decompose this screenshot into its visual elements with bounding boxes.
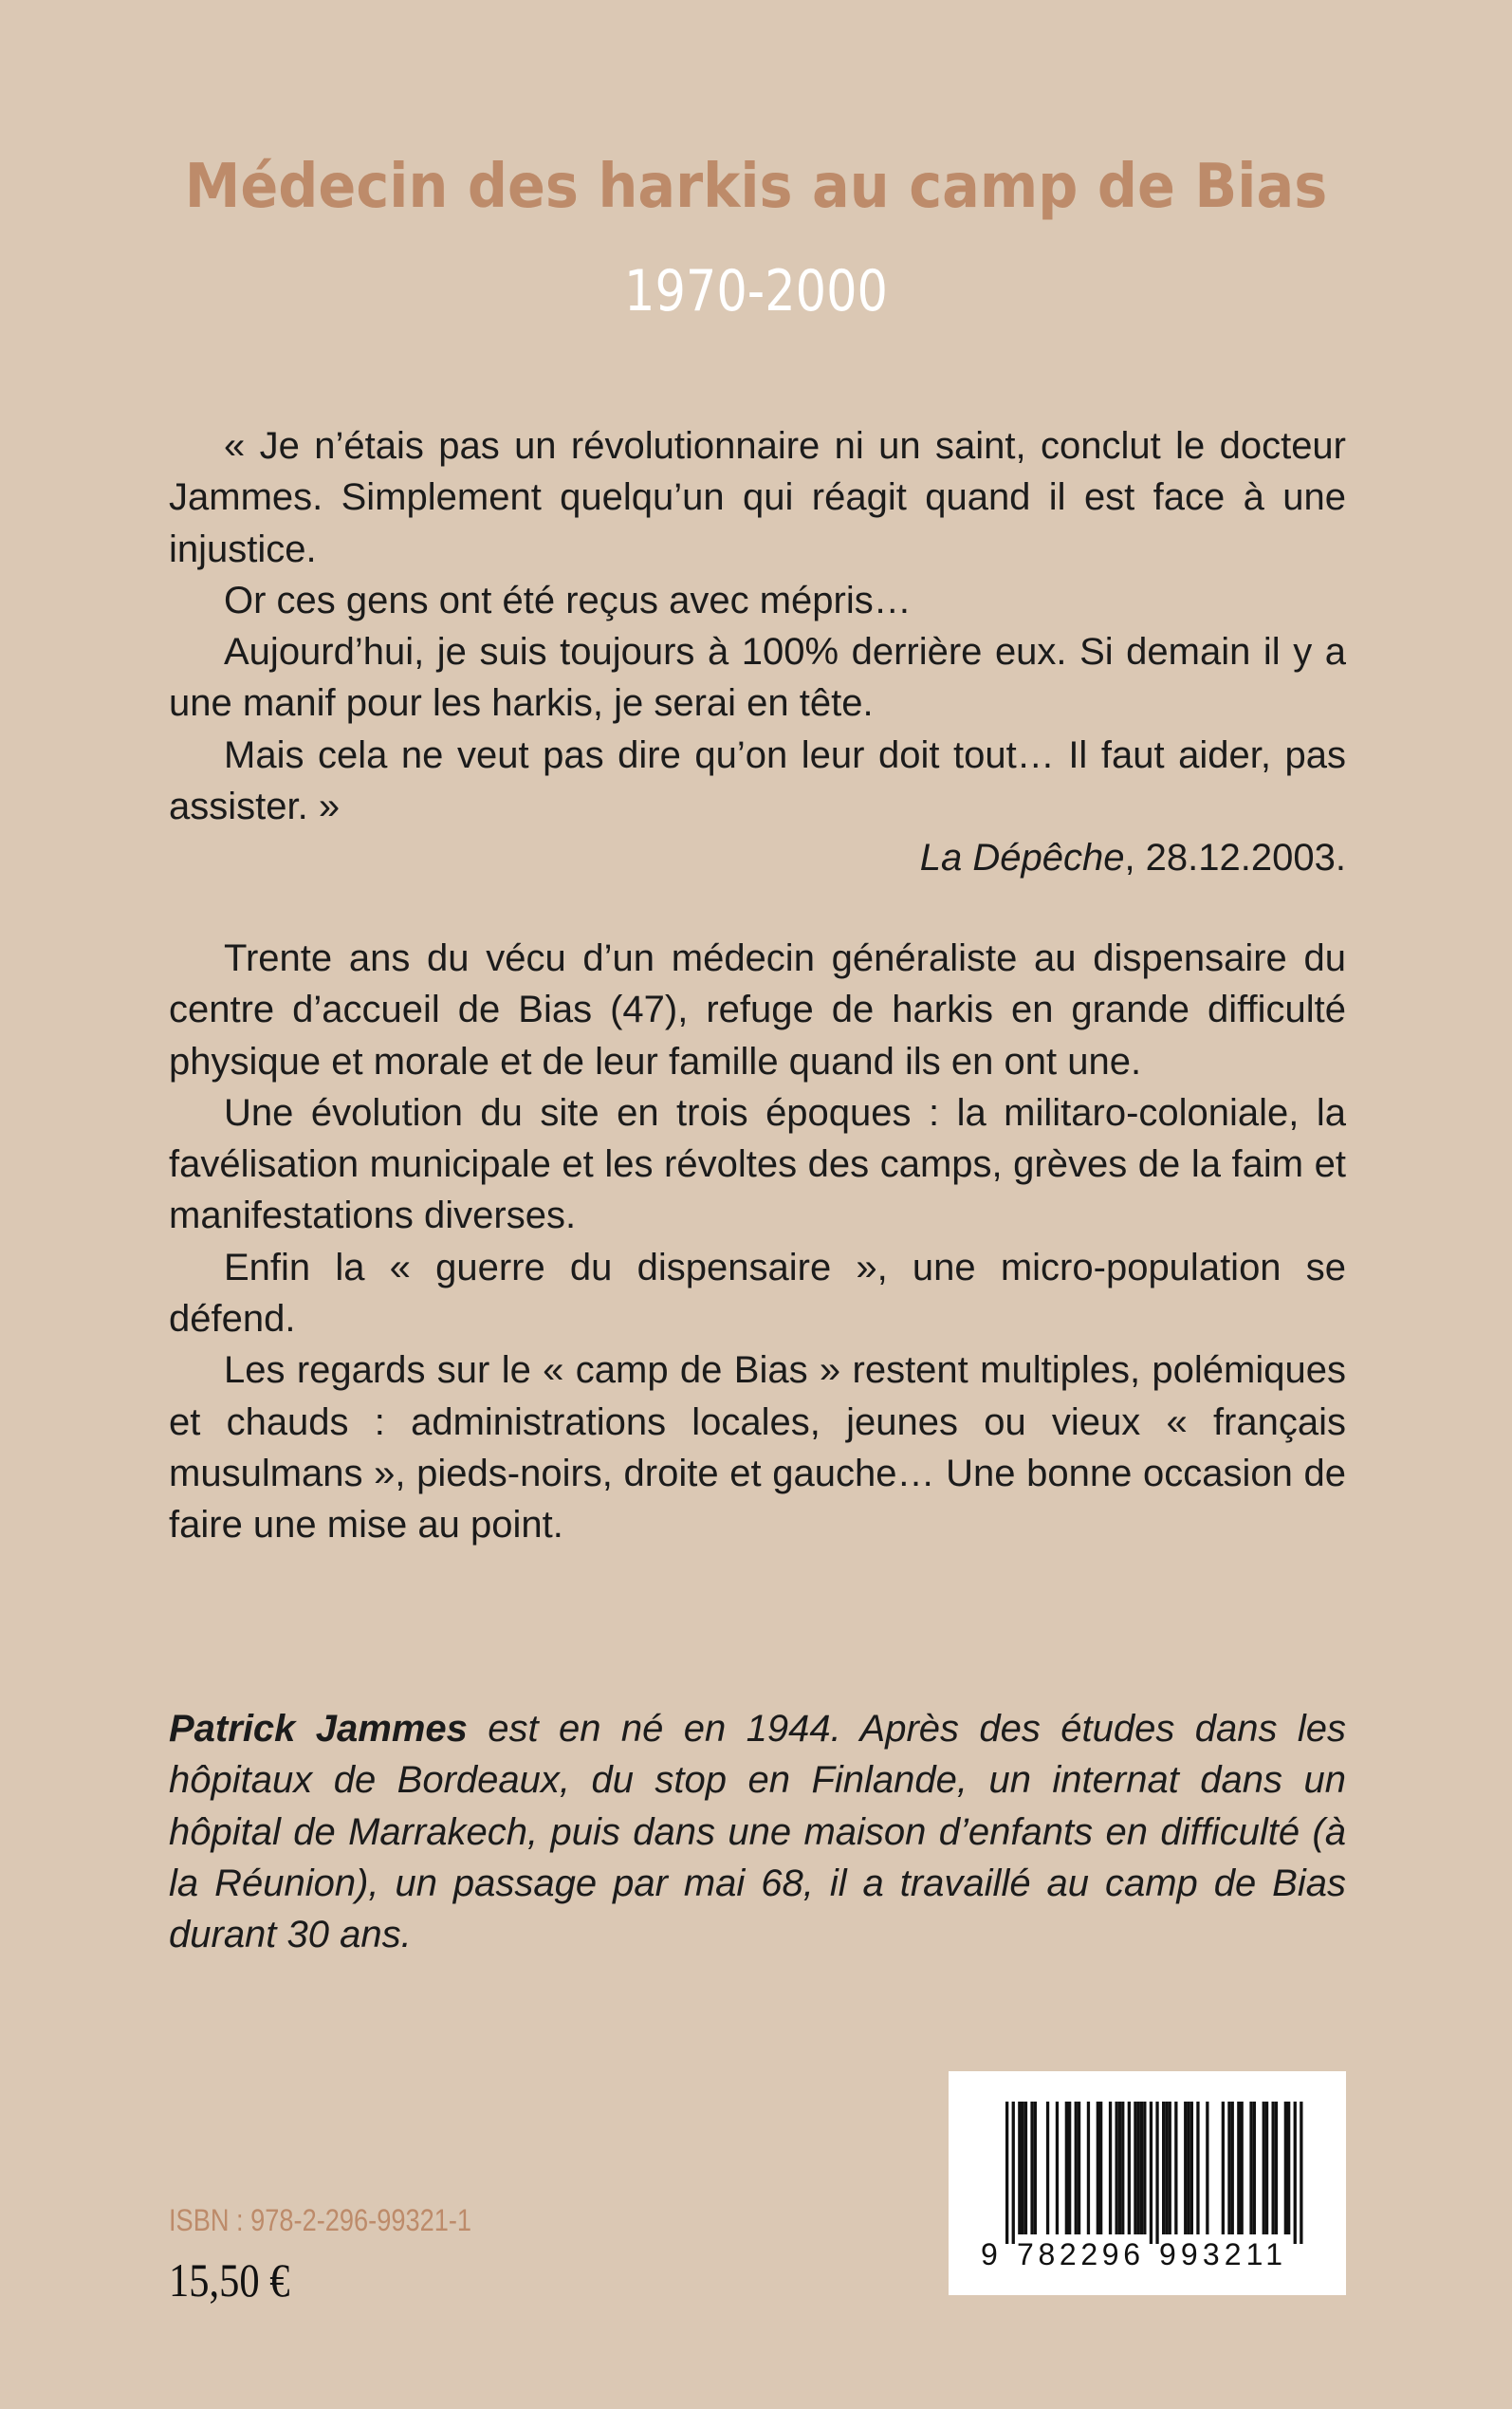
barcode-bar — [1134, 2102, 1136, 2234]
barcode-graphic — [979, 2102, 1320, 2272]
barcode-bar — [1187, 2102, 1189, 2234]
barcode-bar — [1165, 2102, 1168, 2234]
barcode-bar — [1068, 2102, 1071, 2234]
book-years: 1970-2000 — [623, 258, 888, 324]
barcode-bar — [1196, 2102, 1199, 2234]
quote-source: La Dépêche — [919, 837, 1125, 880]
barcode-bar — [1140, 2102, 1143, 2234]
barcode-bar — [1097, 2102, 1099, 2234]
quote-date: , 28.12.2003. — [1124, 837, 1346, 880]
barcode-bar — [1249, 2102, 1252, 2234]
barcode-bar — [1155, 2102, 1158, 2244]
quote-paragraph: Or ces gens ont été reçus avec mépris… — [224, 579, 912, 621]
summary-paragraph: Enfin la « guerre du dispensaire », une micro-population se défend. — [169, 1246, 1346, 1341]
barcode-bar — [1222, 2102, 1225, 2234]
barcode-bar — [1150, 2102, 1152, 2244]
barcode-bar — [1287, 2102, 1290, 2234]
barcode-bar — [1075, 2102, 1078, 2234]
barcode-bar — [1128, 2102, 1131, 2234]
barcode-bar — [1284, 2102, 1287, 2234]
barcode-bar — [1206, 2102, 1208, 2234]
barcode-bar — [1109, 2102, 1112, 2234]
barcode-digit-first: 9 — [981, 2237, 998, 2271]
quote-attribution — [169, 832, 1346, 883]
barcode-bar — [1116, 2102, 1118, 2234]
barcode-bar — [1184, 2102, 1187, 2234]
summary-paragraph: Une évolution du site en trois époques : la militaro-coloniale, la favélisation municipale et les révoltes des camps, grèves de la faim et manifestations diverses. — [169, 1091, 1346, 1237]
barcode-bar — [1118, 2102, 1121, 2234]
barcode — [949, 2071, 1346, 2295]
barcode-bar — [1169, 2102, 1171, 2234]
barcode-bar — [1065, 2102, 1068, 2234]
barcode-bar — [1263, 2102, 1265, 2234]
author-name: Patrick Jammes — [169, 1708, 468, 1750]
barcode-bar — [1143, 2102, 1146, 2234]
book-title: Médecin des harkis au camp de Bias — [184, 152, 1328, 222]
quote-block — [169, 420, 1346, 884]
barcode-bar — [1056, 2102, 1059, 2234]
barcode-bar — [1275, 2102, 1278, 2234]
barcode-bar — [1190, 2102, 1193, 2234]
bio-text: est en né en 1944. Après des études dans les hôpitaux de Bordeaux, du stop en Finlande, un internat dans un hôpital de Marrakech, puis dans une maison d’enfants en difficulté (à la Réunion), un passage par mai 68, il a travaillé au camp de Bias durant 30 ans. — [169, 1708, 1346, 1956]
barcode-bar — [1137, 2102, 1140, 2234]
barcode-bar — [1265, 2102, 1268, 2234]
quote-paragraph: « Je n’étais pas un révolutionnaire ni un saint, conclut le docteur Jammes. Simplement quelqu’un qui réagit quand il est face à une injustice. — [169, 425, 1346, 570]
summary-paragraph: Trente ans du vécu d’un médecin généraliste au dispensaire du centre d’accueil de Bias (47), refuge de harkis en grande difficulté physique et morale et de leur famille quand ils en ont une. — [169, 937, 1346, 1083]
barcode-bar — [1121, 2102, 1124, 2234]
barcode-digits-right: 993211 — [1159, 2237, 1282, 2271]
barcode-bar — [1022, 2102, 1024, 2234]
barcode-bar — [1099, 2102, 1102, 2234]
barcode-bar — [1034, 2102, 1037, 2234]
barcode-bar — [1231, 2102, 1234, 2234]
barcode-bar — [1005, 2102, 1008, 2244]
barcode-bar — [1162, 2102, 1165, 2234]
barcode-bar — [1087, 2102, 1090, 2234]
barcode-bar — [1272, 2102, 1275, 2234]
barcode-digits-left: 782296 — [1017, 2237, 1140, 2271]
barcode-bar — [1012, 2102, 1015, 2244]
barcode-bar — [1018, 2102, 1021, 2234]
barcode-bar — [1253, 2102, 1256, 2234]
price: 15,50 € — [169, 2253, 290, 2307]
summary-paragraph: Les regards sur le « camp de Bias » restent multiples, polémiques et chauds : administrations locales, jeunes ou vieux « français musulmans », pieds-noirs, droite et gauche… Une bonne occasion de faire une mise au point. — [169, 1349, 1346, 1547]
summary-block — [169, 933, 1346, 1551]
barcode-bar — [1078, 2102, 1080, 2234]
barcode-bar — [1241, 2102, 1244, 2234]
barcode-bar — [1174, 2102, 1177, 2234]
barcode-bar — [1046, 2102, 1049, 2234]
barcode-bar — [1227, 2102, 1230, 2234]
barcode-bar — [1300, 2102, 1302, 2244]
barcode-bar — [1030, 2102, 1033, 2234]
barcode-bar — [1024, 2102, 1027, 2234]
isbn: ISBN : 978-2-296-99321-1 — [169, 2203, 472, 2237]
quote-paragraph: Mais cela ne veut pas dire qu’on leur doit tout… Il faut aider, pas assister. » — [169, 733, 1346, 828]
quote-paragraph: Aujourd’hui, je suis toujours à 100% derrière eux. Si demain il y a une manif pour les harkis, je serai en tête. — [169, 631, 1346, 725]
barcode-bar — [1237, 2102, 1240, 2234]
author-bio — [169, 1703, 1346, 1960]
barcode-bar — [1294, 2102, 1297, 2244]
